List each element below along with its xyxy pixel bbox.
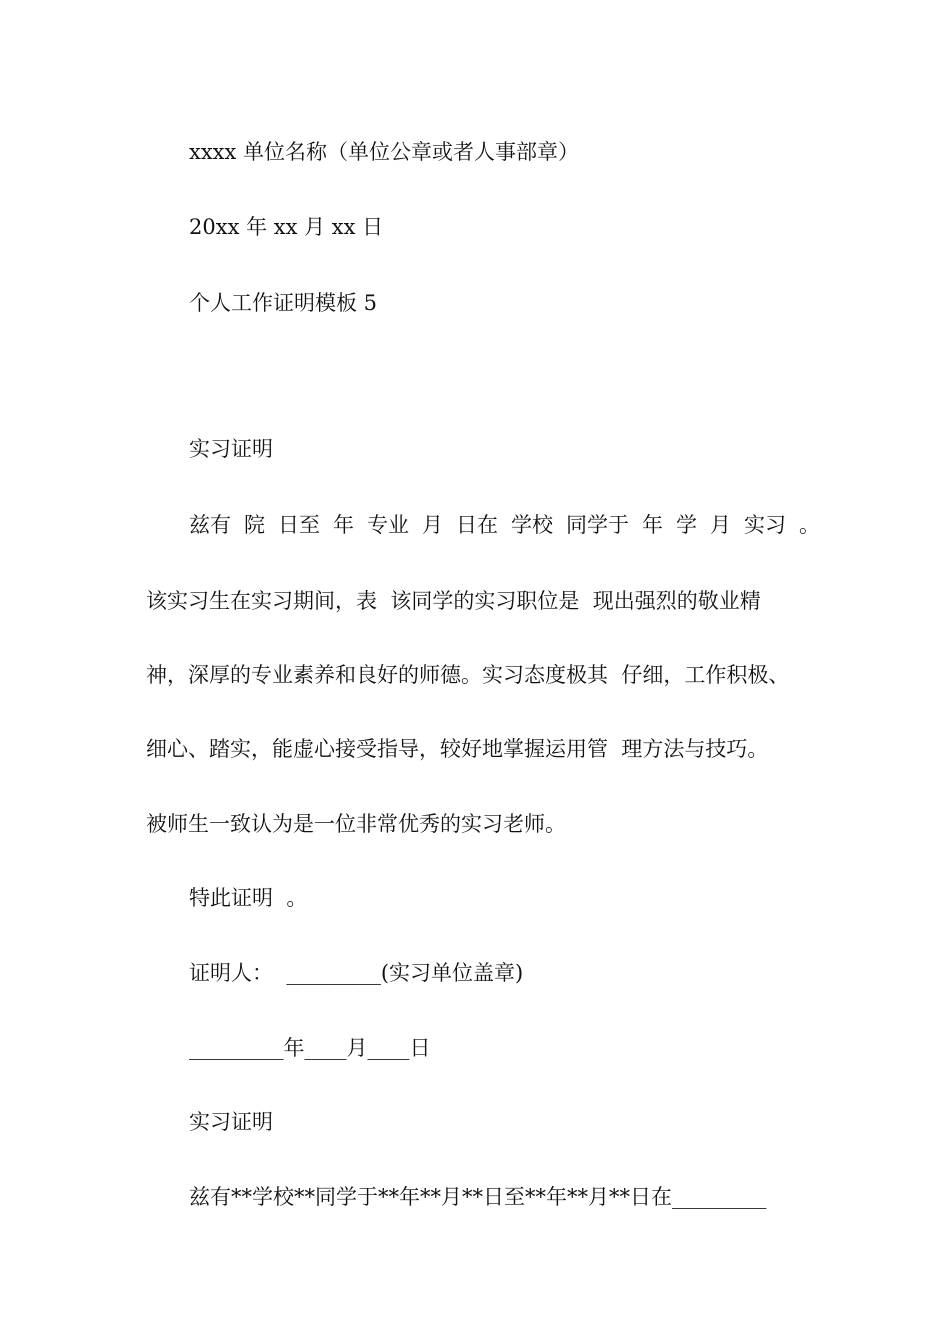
body-line: 被师生一致认为是一位非常优秀的实习老师。 bbox=[146, 812, 566, 836]
spaced-word: 专业 bbox=[367, 513, 409, 537]
date-line: 20xx 年 xx 月 xx 日 bbox=[189, 215, 384, 239]
unit-name-line: xxxx 单位名称（单位公章或者人事部章） bbox=[189, 140, 580, 164]
spaced-word: 月 bbox=[422, 513, 443, 537]
spaced-word: 月 bbox=[710, 513, 731, 537]
signature-date-line: _________年____月____日 bbox=[189, 1036, 431, 1060]
internship-title: 实习证明 bbox=[189, 437, 273, 461]
hereby-certify-line: 特此证明 。 bbox=[189, 886, 308, 910]
spaced-word: 。 bbox=[799, 513, 820, 537]
certifier-line: 证明人： _________(实习单位盖章) bbox=[189, 961, 524, 985]
spaced-word: 学 bbox=[676, 513, 697, 537]
spaced-word: 兹有 bbox=[189, 513, 231, 537]
body-line: 该实习生在实习期间，表 该同学的实习职位是 现出强烈的敬业精 bbox=[146, 589, 761, 613]
spaced-word: 日在 bbox=[456, 513, 498, 537]
spaced-word: 日至 bbox=[278, 513, 320, 537]
spaced-word: 年 bbox=[642, 513, 663, 537]
spaced-word: 同学于 bbox=[566, 513, 629, 537]
body-line: 细心、踏实，能虚心接受指导，较好地掌握运用管 理方法与技巧。 bbox=[146, 737, 769, 761]
spaced-word: 年 bbox=[333, 513, 354, 537]
spaced-word: 实习 bbox=[744, 513, 786, 537]
body-line: 兹有**学校**同学于**年**月**日至**年**月**日在_________ bbox=[189, 1185, 767, 1209]
spaced-word: 学校 bbox=[511, 513, 553, 537]
spaced-intro-line bbox=[189, 510, 820, 540]
body-line: 神，深厚的专业素养和良好的师德。实习态度极其 仔细，工作积极、 bbox=[146, 663, 790, 687]
template-heading: 个人工作证明模板 5 bbox=[189, 291, 378, 315]
internship-title-2: 实习证明 bbox=[189, 1110, 273, 1134]
spaced-word: 院 bbox=[244, 513, 265, 537]
